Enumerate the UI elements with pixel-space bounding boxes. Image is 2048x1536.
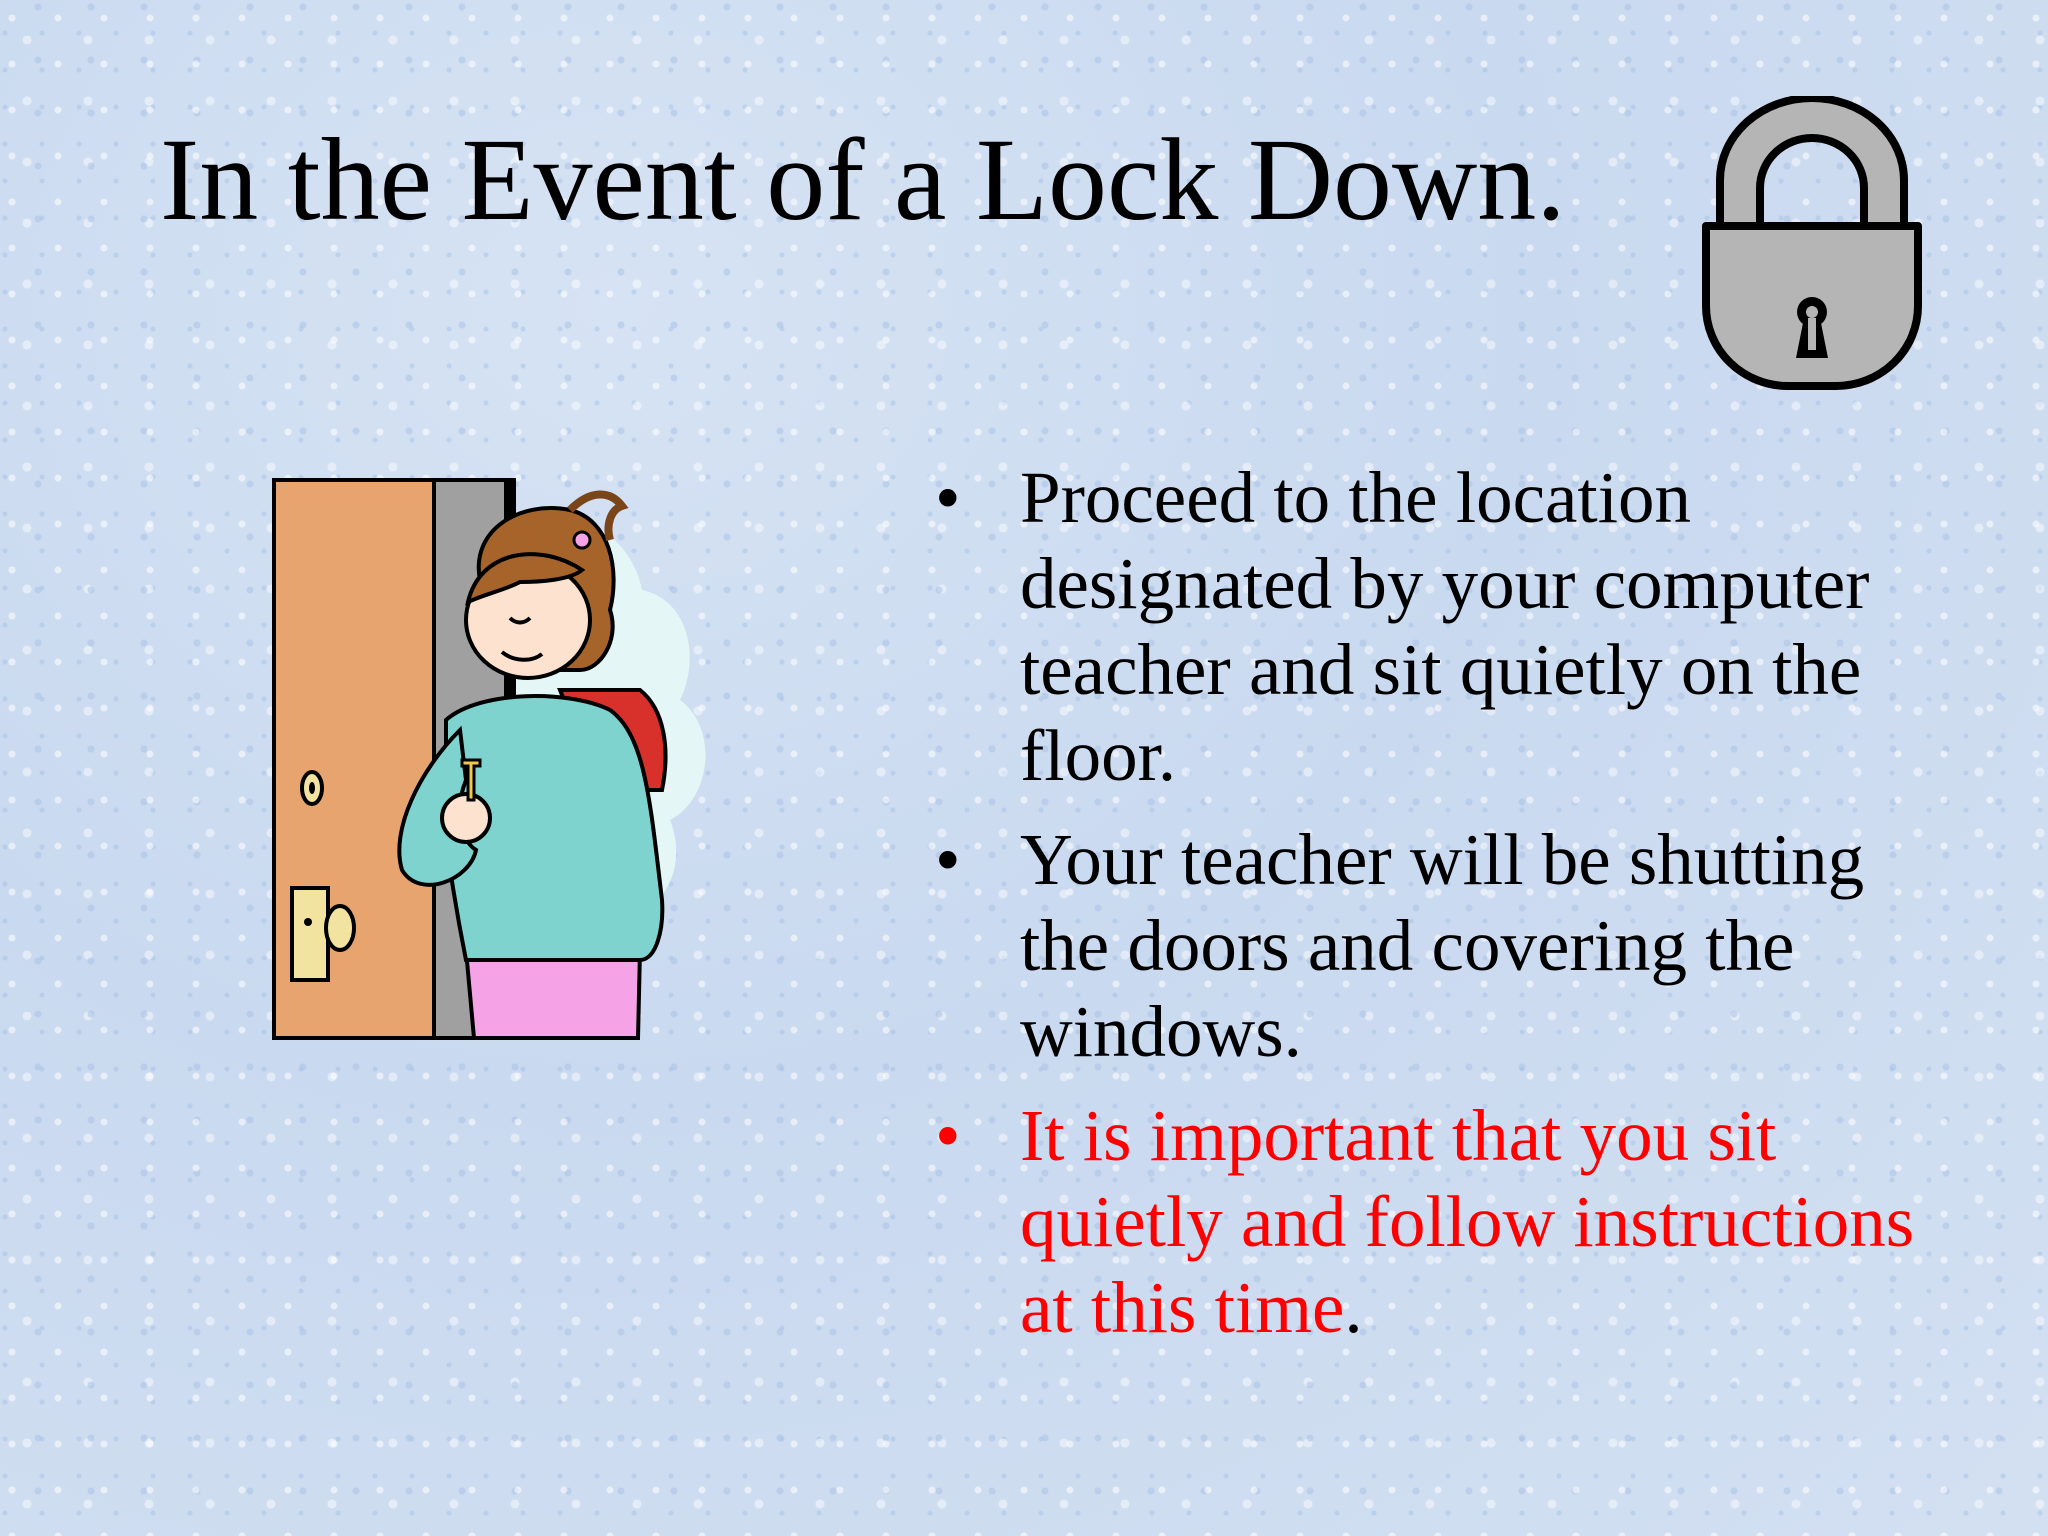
bullet-item-2 (930, 817, 1940, 1075)
padlock-shackle (1720, 98, 1904, 228)
bullet-trailing-period: . (1344, 1267, 1363, 1348)
hand (442, 794, 490, 842)
padlock-icon (1700, 96, 1924, 392)
bullet-text: Proceed to the location designated by your computer teacher and sit quietly on the floor. (1020, 457, 1870, 796)
bullet-marker: • (935, 457, 961, 538)
bullet-list (930, 455, 1940, 1369)
bullet-text: It is important that you sit quietly and follow instructions at this time (1020, 1095, 1915, 1348)
hair-tie (574, 532, 590, 548)
bullet-item-3 (930, 1093, 1940, 1351)
bullet-item-1 (930, 455, 1940, 799)
skirt (466, 950, 640, 1038)
bullet-marker: • (935, 819, 961, 900)
student-at-door-illustration (270, 470, 800, 1040)
slide-title: In the Event of a Lock Down. (160, 114, 1566, 245)
bullet-text: Your teacher will be shutting the doors and covering the windows. (1020, 819, 1865, 1072)
bullet-marker: • (935, 1095, 961, 1176)
door-lock-icon (302, 772, 322, 804)
